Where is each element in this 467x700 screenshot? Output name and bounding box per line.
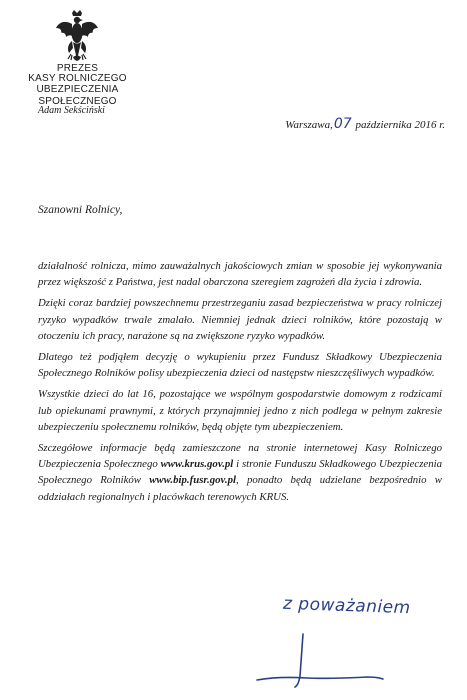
paragraph-5-text-b: i stronie Funduszu Składkowego Ubezpieczenia Społecznego Rolników: [38, 458, 442, 487]
letterhead-title: PREZES: [56, 63, 99, 74]
paragraph-5-text-c: , ponadto będą udzielane bezpośrednio w oddziałach regionalnych i placówkach terenowych KRUS.: [38, 474, 442, 503]
paragraph-1: [38, 258, 442, 290]
sender-name: Adam Sekściński: [38, 105, 105, 116]
paragraph-2-text: Dzięki coraz bardziej powszechnemu przestrzeganiu zasad bezpieczeństwa w pracy rolniczej ryzyko wypadków trwale zmalało. Niemniej jednak dzieci rolników, które pozostają w otoczeniu ich pracy, narażone są na zwiększone ryzyko wypadków.: [38, 297, 442, 342]
date-month-year: października 2016 r.: [352, 119, 445, 131]
krus-website-link[interactable]: www.krus.gov.pl: [160, 458, 234, 471]
paragraph-3-text: Dlatego też podjąłem decyzję o wykupieniu przez Fundusz Składkowy Ubezpieczenia Społecznego Rolników polisy ubezpieczenia dzieci od następstw nieszczęśliwych wypadków.: [38, 351, 442, 380]
letter-body: [38, 258, 442, 505]
paragraph-2: [38, 295, 442, 344]
paragraph-5-text-a: Szczegółowe informacje będą zamieszczone na stronie internetowej Kasy Rolniczego Ubezpieczenia Społecznego: [38, 442, 442, 471]
paragraph-5: [38, 440, 442, 505]
paragraph-4-text: Wszystkie dzieci do lat 16, pozostające we wspólnym gospodarstwie domowym z rodzicami lub opiekunami prawnymi, z których przynajmniej jedno z nich podlega w pełnym zakresie ubezpieczeniu społecznemu rolników, będą objęte tym ubezpieczeniem.: [38, 388, 442, 433]
paragraph-4: [38, 386, 442, 435]
paragraph-3: [38, 349, 442, 381]
letterhead-institution-line1: KASY ROLNICZEGO: [28, 73, 127, 84]
letter-date: [285, 116, 445, 132]
paragraph-1-text: działalność rolnicza, mimo zauważalnych jakościowych zmian w sposobie jej wykonywania przez większość z Państwa, jest nadal obarczona szeregiem zagrożeń dla życia i zdrowia.: [38, 260, 442, 289]
closing-handwritten: z poważaniem: [282, 593, 412, 619]
signature-scrawl: [255, 630, 385, 690]
greeting: Szanowni Rolnicy,: [38, 204, 123, 216]
fusr-website-link[interactable]: www.bip.fusr.gov.pl: [149, 474, 237, 487]
date-place: Warszawa,: [285, 119, 333, 131]
eagle-emblem-icon: [55, 10, 99, 64]
letterhead-institution-line2: UBEZPIECZENIA SPOŁECZNEGO: [36, 84, 119, 107]
date-day-handwritten: 07: [333, 116, 352, 132]
